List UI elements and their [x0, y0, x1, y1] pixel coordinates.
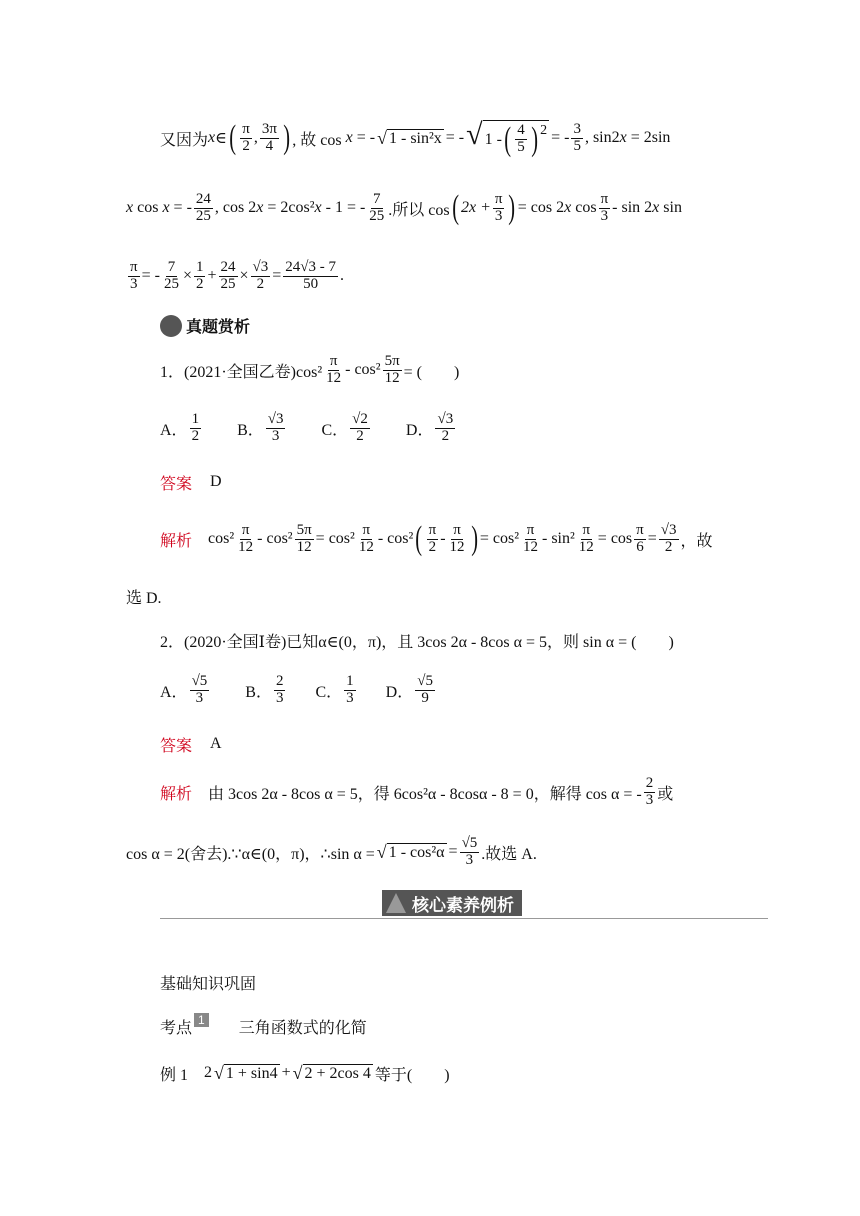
radicand: 2 + 2cos 4	[304, 1064, 371, 1082]
text: =	[272, 267, 282, 284]
den: 3	[271, 427, 280, 444]
kaodian	[160, 1014, 367, 1038]
fraction	[659, 523, 679, 556]
radicand: 1 + sin4	[225, 1064, 278, 1082]
radicand: 3	[275, 410, 284, 427]
num: √3	[437, 410, 454, 427]
text: cos α = 2(舍去).∵α∈(0，π)，∴sin α =	[126, 845, 375, 863]
option-label: A．	[160, 683, 188, 701]
q1-stem	[160, 348, 459, 392]
den: 25	[195, 207, 211, 224]
den: 3	[645, 791, 654, 808]
fraction	[460, 836, 480, 869]
fraction	[190, 412, 202, 445]
den: 2	[356, 427, 364, 444]
num: √2	[352, 410, 368, 427]
den: 2	[664, 538, 673, 555]
den: 12	[326, 369, 342, 386]
num: π	[453, 521, 461, 538]
var-x: x	[564, 199, 572, 216]
var-x: x	[652, 199, 660, 216]
num: 5π	[384, 352, 400, 369]
fraction	[236, 523, 255, 556]
plus: +	[207, 267, 217, 284]
radicand: 5	[425, 672, 433, 689]
num: 4	[517, 122, 525, 139]
fraction	[521, 523, 540, 556]
section-title: 真题赏析	[186, 319, 251, 336]
fraction	[435, 412, 455, 445]
den: 12	[384, 369, 400, 386]
fraction	[571, 122, 583, 155]
q2-answer	[160, 732, 222, 756]
q2-analysis-line2	[126, 828, 537, 876]
den: 3	[346, 689, 354, 706]
fraction	[515, 123, 527, 156]
den: 3	[494, 207, 503, 224]
section-icon	[160, 315, 182, 337]
var-x: x	[162, 199, 170, 216]
den: 25	[163, 275, 179, 292]
num: π	[636, 521, 644, 538]
text: .所以 cos	[388, 201, 450, 219]
text: = 2sin	[630, 129, 671, 146]
text: = ( )	[403, 363, 460, 381]
option-label: C．	[315, 683, 343, 701]
analysis-label: 解析	[160, 532, 193, 550]
num: 24√3 - 7	[285, 258, 337, 275]
q2-options	[160, 666, 437, 714]
num: π	[526, 521, 535, 538]
q2-analysis	[160, 770, 673, 814]
option-label: D．	[385, 683, 414, 701]
den: 2	[428, 538, 437, 555]
text: = -	[445, 129, 465, 146]
text: = cos²	[479, 530, 519, 547]
text: 2	[204, 1064, 213, 1081]
kaodian-number: 1	[194, 1013, 209, 1027]
text: 1．(2021·全国乙卷)cos²	[160, 363, 323, 381]
num: 24	[195, 190, 211, 207]
answer-label: 答案	[160, 737, 193, 755]
den: 3	[600, 207, 609, 224]
fraction	[427, 523, 439, 556]
text: 2x +	[460, 199, 491, 216]
num: 1	[346, 672, 354, 689]
num: 24	[220, 258, 236, 275]
num: π	[241, 521, 250, 538]
num: 5π	[296, 521, 312, 538]
radical: √	[466, 117, 483, 151]
den: 3	[195, 689, 204, 706]
den: 5	[573, 137, 581, 154]
text: = cos	[597, 530, 633, 547]
sqrt	[214, 1064, 280, 1083]
num: 2	[645, 774, 654, 791]
option-label: B．	[237, 421, 264, 439]
text: , 故 cos	[292, 131, 342, 149]
fraction	[634, 523, 646, 556]
num: √5	[461, 834, 478, 851]
text: cos	[575, 199, 597, 216]
text: 由 3cos 2α - 8cos α = 5，得 6cos²α - 8cosα - 8 = 0，解得 cos α = -	[208, 785, 642, 803]
fraction	[219, 260, 238, 293]
fraction	[266, 412, 286, 445]
radical: √	[377, 127, 387, 148]
text: -	[440, 530, 446, 547]
paren-right: )	[283, 119, 291, 156]
text: 基础知识巩固	[160, 975, 257, 993]
den: 12	[238, 538, 254, 555]
radicand: 1 - cos²α	[388, 843, 445, 861]
den: 5	[517, 139, 525, 155]
paren-left: (	[415, 520, 423, 557]
section-header	[160, 885, 768, 925]
fraction	[274, 674, 286, 707]
num: π	[329, 352, 338, 369]
q1-analysis-end	[126, 584, 162, 608]
num: π	[242, 120, 250, 137]
num: 1	[195, 258, 204, 275]
fraction	[128, 260, 140, 293]
solution-line-1: 又因为 x ∈ ( $\frac{\pi}{2}$ , $\frac{3\pi}{4}$ ) , 故 cos x = - √ 1 - sin²x = - √ 1 - ( $\frac{4}{5}$ ) 2 = - $\frac{3}{5}$ , sin2 x = 2sin	[160, 117, 671, 158]
sqrt	[293, 1064, 373, 1083]
den: 12	[358, 538, 374, 555]
text: 又因为	[160, 131, 209, 149]
sqrt	[466, 117, 549, 158]
var-x: x	[126, 199, 134, 216]
num: 3π	[261, 120, 277, 137]
radicand: 2	[360, 410, 368, 427]
paren-left: (	[229, 119, 237, 156]
text: 1 -	[484, 130, 502, 148]
solution-line-2	[126, 180, 682, 236]
fraction	[448, 523, 467, 556]
option-label: D．	[405, 421, 434, 439]
kaodian-label: 考点	[160, 1019, 193, 1037]
paren-right: )	[531, 120, 538, 158]
den: 50	[303, 275, 319, 292]
num: 3	[573, 120, 581, 137]
times: ×	[182, 267, 192, 284]
den: 2	[195, 275, 204, 292]
den: 4	[265, 137, 274, 154]
header-box	[382, 890, 522, 916]
kaodian-title: 三角函数式的化简	[238, 1019, 367, 1037]
text: - sin 2	[612, 199, 653, 216]
radical: √	[214, 1062, 224, 1083]
num: π	[428, 521, 437, 538]
text: = -	[551, 129, 570, 146]
answer-label: 答案	[160, 475, 193, 493]
text: cos	[137, 199, 159, 216]
fraction	[194, 260, 206, 293]
num: π	[130, 258, 138, 275]
num: √3	[660, 521, 677, 538]
paren-left: (	[451, 189, 459, 226]
option-label: C．	[321, 421, 349, 439]
fraction	[367, 192, 386, 225]
text: 或	[657, 785, 674, 803]
num: 7	[167, 258, 176, 275]
text: 等于( )	[374, 1066, 450, 1084]
option-label: B．	[245, 683, 272, 701]
den: 3	[465, 851, 474, 868]
text: - 1 = -	[325, 199, 366, 216]
q1-analysis	[160, 510, 713, 568]
text: =	[448, 843, 458, 860]
sqrt	[377, 129, 444, 148]
den: 25	[369, 207, 385, 224]
den: 2	[242, 137, 250, 154]
fraction	[357, 523, 376, 556]
text: , sin2	[584, 129, 620, 146]
den: 12	[523, 538, 538, 555]
fraction	[383, 354, 402, 387]
num: √3	[252, 258, 269, 275]
example-1	[160, 1058, 450, 1088]
radicand: 3	[445, 410, 454, 427]
num: 1	[191, 410, 200, 427]
fraction	[493, 192, 505, 225]
text: = 2cos²	[267, 199, 315, 216]
text: - cos²	[377, 530, 414, 547]
num: 2	[275, 672, 284, 689]
den: 2	[256, 275, 265, 292]
var-x: x	[256, 199, 264, 216]
fraction	[350, 412, 370, 445]
text: .故选 A.	[481, 845, 537, 863]
in-symbol: ∈	[215, 130, 227, 147]
solution-line-3	[126, 250, 344, 302]
triangle-icon	[386, 893, 406, 913]
fraction	[644, 776, 656, 809]
num: π	[600, 190, 609, 207]
radical: √	[376, 841, 387, 862]
fraction	[344, 674, 356, 707]
text: 选 D.	[126, 589, 162, 607]
answer-value: A	[210, 735, 222, 752]
den: 2	[191, 427, 200, 444]
den: 3	[275, 689, 284, 706]
fraction	[324, 354, 343, 387]
text: sin	[663, 199, 682, 216]
times: ×	[239, 267, 249, 284]
den: 6	[636, 538, 644, 555]
den: 2	[441, 427, 450, 444]
fraction	[295, 523, 314, 556]
q1-answer	[160, 470, 222, 494]
text: 2．(2020·全国Ⅰ卷)已知α∈(0，π)，且 3cos 2α - 8cos α = 5，则 sin α = ( )	[160, 633, 674, 651]
text: cos²	[208, 530, 235, 547]
var-x: x	[619, 129, 627, 146]
num: √5	[417, 672, 433, 689]
option-label: A．	[160, 421, 188, 439]
text: - cos²	[257, 530, 293, 547]
den: 12	[578, 538, 594, 555]
num: √3	[267, 410, 284, 427]
text: .	[340, 267, 345, 284]
divider	[160, 918, 768, 919]
text: = cos²	[315, 530, 355, 547]
text: - cos²	[345, 361, 381, 378]
radicand: 3	[260, 258, 269, 275]
answer-value: D	[210, 473, 222, 490]
paren-right: )	[470, 520, 478, 557]
section-badge	[160, 314, 250, 337]
fraction	[260, 122, 279, 155]
q2-stem	[160, 628, 674, 652]
den: 12	[296, 538, 312, 555]
text: = -	[141, 267, 160, 284]
text: +	[281, 1064, 291, 1081]
header-title: 核心素养例析	[412, 895, 514, 915]
den: 3	[130, 275, 138, 292]
num: √5	[191, 672, 208, 689]
exponent: 2	[540, 122, 548, 138]
fraction	[599, 192, 611, 225]
paren-left: (	[504, 120, 511, 158]
q1-options	[160, 404, 457, 452]
var-x: x	[314, 199, 322, 216]
den: 12	[449, 538, 465, 555]
text: - sin²	[542, 530, 575, 547]
var-x: x	[208, 129, 216, 146]
radicand: 5	[199, 672, 208, 689]
num: π	[362, 521, 371, 538]
num: π	[494, 190, 503, 207]
sqrt	[377, 843, 447, 862]
radicand	[483, 120, 549, 157]
fraction	[194, 192, 213, 225]
text: ，故	[680, 532, 713, 550]
den: 25	[220, 275, 236, 292]
text: , cos 2	[214, 199, 257, 216]
var-x: x	[345, 129, 353, 146]
fraction	[251, 260, 271, 293]
paren-right: )	[508, 189, 516, 226]
fraction	[283, 260, 338, 293]
radicand: 5	[469, 834, 478, 851]
fraction	[240, 122, 252, 155]
analysis-label: 解析	[160, 785, 193, 803]
den: 9	[421, 689, 429, 706]
text: = cos 2	[517, 199, 565, 216]
text: =	[647, 530, 657, 547]
radical: √	[292, 1062, 303, 1083]
radicand: 1 - sin²x	[388, 129, 442, 147]
num: 7	[373, 190, 381, 207]
fraction	[190, 674, 210, 707]
fraction	[162, 260, 181, 293]
text: = -	[356, 129, 376, 146]
example-label: 例 1	[160, 1066, 189, 1084]
num: π	[582, 521, 591, 538]
basic-title	[160, 970, 256, 994]
radicand: 3	[669, 521, 677, 538]
text: = -	[173, 199, 192, 216]
fraction	[577, 523, 596, 556]
fraction	[415, 674, 435, 707]
